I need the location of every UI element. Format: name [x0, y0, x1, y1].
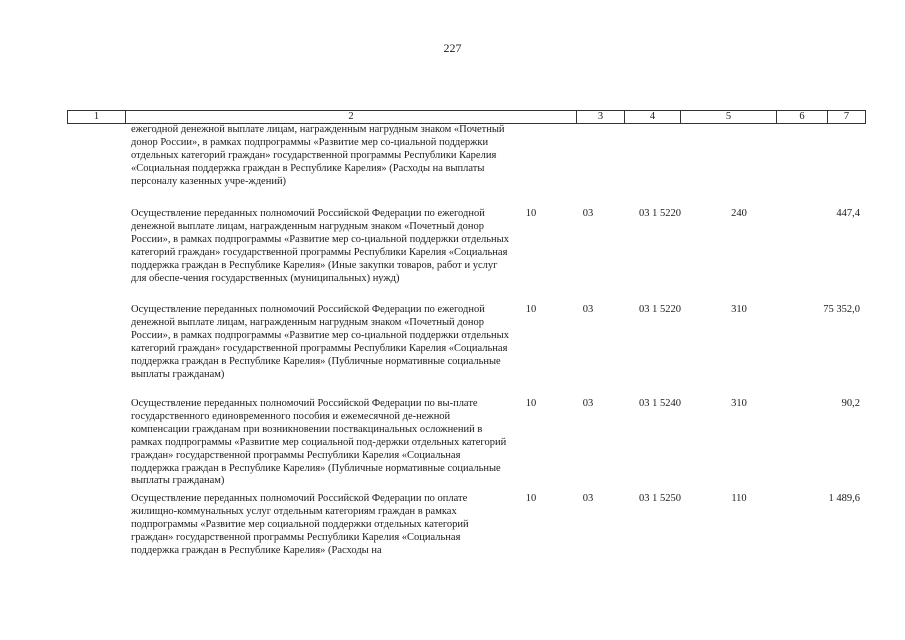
table-header-row: [67, 110, 866, 124]
row-target-code: 03 1 5250: [639, 493, 681, 504]
row-target-code: 03 1 5220: [639, 304, 681, 315]
row-subsection-code: 03: [582, 398, 594, 409]
row-section-code: 10: [525, 493, 537, 504]
row-subsection-code: 03: [582, 208, 594, 219]
row-amount: 1 489,6: [828, 493, 860, 504]
row-section-code: 10: [525, 304, 537, 315]
header-col-3: 3: [577, 111, 625, 123]
table-row-description: Осуществление переданных полномочий Российской Федерации по ежегодной денежной выплате лицам, награжденным нагрудным знаком «Почетный донор России», в рамках подпрограммы «Развитие мер со-циальной поддержки отдельных категорий граждан» государственной программы Республики Карелия «Социальная поддержка граждан в Республике Карелия» (Иные закупки товаров, работ и услуг для обеспе-чения государственных (муниципальных) нужд): [131, 208, 509, 284]
row-subsection-code: 03: [582, 304, 594, 315]
row-target-code: 03 1 5240: [639, 398, 681, 409]
header-col-6: 6: [777, 111, 828, 123]
row-expense-type: 310: [731, 304, 747, 315]
table-row-description: Осуществление переданных полномочий Российской Федерации по оплате жилищно-коммунальных услуг отдельным категориям граждан в рамках подпрограммы «Развитие мер социальной поддержки отдельных категорий граждан» государственной программы Республики Карелия «Социальная поддержка граждан в Республике Карелия» (Расходы на: [131, 493, 469, 556]
row-amount: 90,2: [841, 398, 860, 409]
header-col-2: 2: [126, 111, 577, 123]
row-amount: 75 352,0: [823, 304, 860, 315]
row-subsection-code: 03: [582, 493, 594, 504]
row-expense-type: 110: [731, 493, 747, 504]
header-col-5: 5: [681, 111, 777, 123]
page-number: 227: [443, 41, 462, 55]
table-row-description: Осуществление переданных полномочий Российской Федерации по вы-плате государственного единовременного пособия и ежемесячной де-нежной компенсации гражданам при возникновении поствакцинальных осложнений в рамках подпрограммы «Развитие мер социальной под-держки отдельных категорий граждан» государственной программы Республики Карелия «Социальная поддержка граждан в Республике Карелия» (Публичные нормативные социальные выплаты гражданам): [131, 398, 507, 487]
row-target-code: 03 1 5220: [639, 208, 681, 219]
header-col-1: 1: [68, 111, 126, 123]
row-expense-type: 240: [731, 208, 747, 219]
row-section-code: 10: [525, 208, 537, 219]
table-row-description: ежегодной денежной выплате лицам, награжденным нагрудным знаком «Почетный донор России», в рамках подпрограммы «Развитие мер со-циальной поддержки отдельных категорий граждан» государственной программы Республики Карелия «Социальная поддержка граждан в Республике Карелия» (Расходы на выплаты персоналу казенных учре-ждений): [131, 124, 505, 187]
header-col-4: 4: [625, 111, 681, 123]
row-section-code: 10: [525, 398, 537, 409]
row-amount: 447,4: [836, 208, 860, 219]
table-row-description: Осуществление переданных полномочий Российской Федерации по ежегодной денежной выплате лицам, награжденным нагрудным знаком «Почетный донор России», в рамках подпрограммы «Развитие мер со-циальной поддержки отдельных категорий граждан» государственной программы Республики Карелия «Социальная поддержка граждан в Республике Карелия» (Публичные нормативные социальные выплаты гражданам): [131, 304, 509, 380]
header-col-7: 7: [843, 111, 850, 122]
row-expense-type: 310: [731, 398, 747, 409]
